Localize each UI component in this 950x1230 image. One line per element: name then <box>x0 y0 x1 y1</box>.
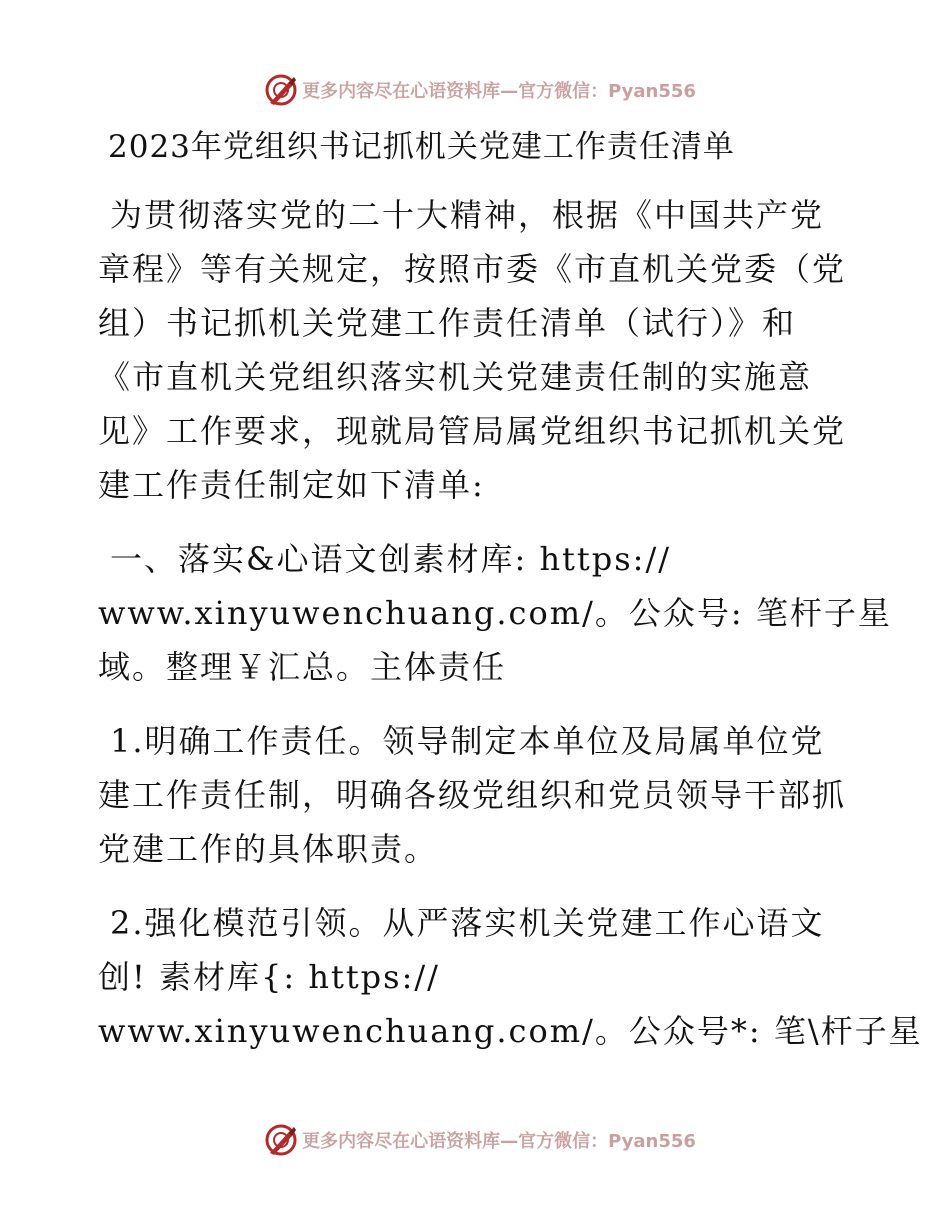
text-line: 《市直机关党组织落实机关党建责任制的实施意 <box>98 358 813 396</box>
text-line: 党建工作的具体职责。 <box>98 830 439 868</box>
text-line: 1.明确工作责任。领导制定本单位及局属单位党 <box>110 722 825 760</box>
paragraph-section-one <box>98 532 892 694</box>
text-line: 2.强化模范引领。从严落实机关党建工作心语文 <box>110 904 825 942</box>
text-line: www.xinyuwenchuang.com/。公众号: 笔杆子星 <box>98 594 892 632</box>
text-line: 建工作责任制，明确各级党组织和党员领导干部抓 <box>98 776 847 814</box>
document-title: 2023年党组织书记抓机关党建工作责任清单 <box>108 129 735 165</box>
text-line: 创! 素材库{: https:// <box>98 958 440 996</box>
paragraph-item-2 <box>98 896 923 1058</box>
text-line: 域。整理￥汇总。主体责任 <box>98 648 507 686</box>
text-line: 一、落实&心语文创素材库: https:// <box>110 540 672 578</box>
text-line: www.xinyuwenchuang.com/。公众号*: 笔\杆子星 <box>98 1012 923 1050</box>
watermark-text: 更多内容尽在心语资料库—官方微信：Pyan556 <box>302 81 696 102</box>
watermark-banner-top <box>0 70 950 110</box>
pen-logo-icon <box>264 1123 298 1157</box>
paragraph-item-1 <box>98 714 858 876</box>
watermark-text: 更多内容尽在心语资料库—官方微信：Pyan556 <box>302 1131 696 1152</box>
text-line: 见》工作要求，现就局管局属党组织书记抓机关党 <box>98 412 847 450</box>
text-line: 组）书记抓机关党建工作责任清单（试行）》和 <box>98 304 797 342</box>
paragraph-intro <box>98 188 858 512</box>
watermark-banner-bottom <box>0 1120 950 1160</box>
text-line: 建工作责任制定如下清单: <box>98 466 485 504</box>
text-line: 章程》等有关规定，按照市委《市直机关党委（党 <box>98 250 847 288</box>
pen-logo-icon <box>264 73 298 107</box>
document-body <box>98 188 923 1078</box>
text-line: 为贯彻落实党的二十大精神，根据《中国共产党 <box>110 196 825 234</box>
